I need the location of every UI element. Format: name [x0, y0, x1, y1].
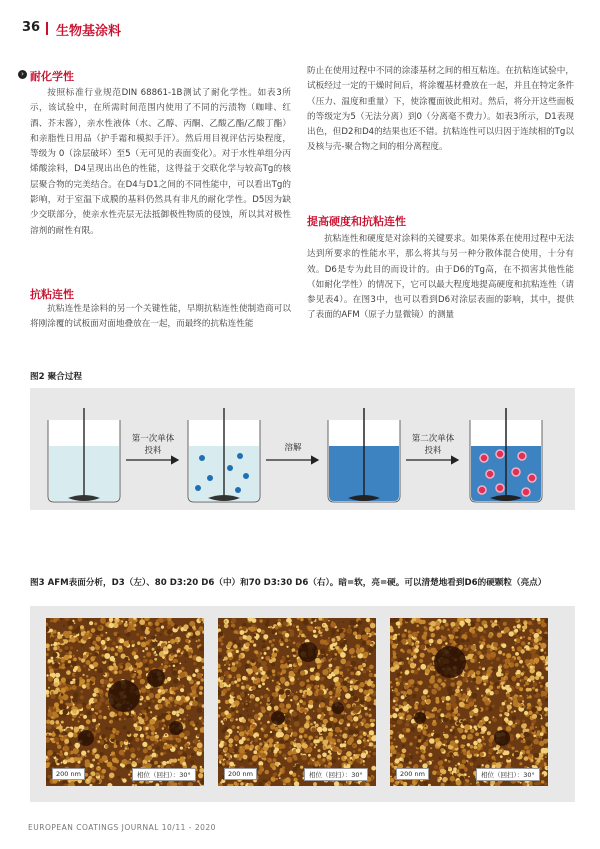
section-heading-blocking-resistance: 抗粘连性 — [30, 288, 74, 301]
afm-texture-left — [46, 618, 204, 786]
arrow-1-label — [122, 433, 184, 457]
scale-bar-right: 200 nm — [396, 768, 429, 780]
figure2-label: 图2 聚合过程 — [30, 372, 82, 382]
paragraph-chemical-resistance: 按照标准行业规范DIN 68861-1B测试了耐化学性。如表3所示，该试验中，在所需时间范围内使用了不同的污渍物（咖啡、红酒、芥末酱），亲水性液体（水、乙醇、丙酮、乙酸乙酯/乙酸丁酯）和亲脂性日用品（护手霜和模拟手汗）。然后用目视评估污染程度，等级为 0（涂层破坏）至5（无可见的表面变化）。对于水性单组分丙烯酸涂料，D4呈现出出色的性能，这得益于交联化学与较高Tg的核层聚合物的完美结合。在D4与D1之间的不同性能中，可以看出Tg的影响，对于室温下成膜的基料仍然具有非凡的耐化学性。D5因为缺少交联部分，使亲水性壳层无法抵御极性物质的侵蚀，所以其对极性溶剂的耐性有限。 — [30, 88, 291, 236]
phase-label-right: 相位（回扫）：30° — [476, 768, 540, 781]
header-divider — [46, 22, 48, 35]
arrow-2-label: 溶解 — [284, 443, 302, 453]
phase-label-left: 相位（回扫）：30° — [132, 768, 196, 781]
left-column-text — [30, 86, 291, 239]
section-heading-chemical-resistance: 耐化学性 — [30, 70, 74, 83]
scale-bar-left: 200 nm — [52, 768, 85, 780]
paragraph-blocking-continued: 防止在使用过程中不同的涂漆基材之间的相互粘连。在抗粘连试验中，试板经过一定的干燥时间后，将涂覆基材叠放在一起，并且在特定条件（压力、温度和重量）下，使涂覆面彼此相对。然后，将分开这些面板的等级定为5（无法分离）到0（分离毫不费力）。如表3所示，D1表现出色，但D2和D4的结果也还不错。抗粘连性可以归因于连续相的Tg以及核与壳-聚合物之间的相分离程度。 — [307, 66, 574, 153]
arrow-3-label-line2: 投料 — [424, 446, 442, 456]
page-number: 36 — [22, 20, 41, 35]
right-column-text — [307, 64, 574, 156]
beaker-3 — [328, 408, 400, 502]
beaker-1 — [48, 408, 120, 502]
figure2-panel — [30, 388, 575, 510]
arrow-1-label-line2: 投料 — [144, 446, 162, 456]
phase-label-middle: 相位（回扫）：30° — [304, 768, 368, 781]
scale-bar-middle: 200 nm — [224, 768, 257, 780]
running-title: 生物基涂料 — [56, 24, 122, 39]
beaker-4 — [470, 408, 542, 502]
arrow-3-label-line1: 第二次单体 — [411, 434, 455, 444]
left-column-text-2 — [30, 302, 291, 333]
paragraph-blocking-resistance: 抗粘连性是涂料的另一个关键性能，早期抗粘连性使制造商可以将刚涂覆的试板面对面地叠放在一起，而最终的抗粘连性能 — [30, 304, 291, 330]
right-column-text-2 — [307, 232, 574, 324]
arrow-1-label-line1: 第一次单体 — [131, 434, 175, 444]
journal-footer: EUROPEAN COATINGS JOURNAL 10/11 - 2020 — [28, 823, 216, 832]
beaker-2 — [188, 408, 260, 502]
afm-texture-right — [390, 618, 548, 786]
arrow-3-label — [402, 433, 464, 457]
section-heading-hardness: 提高硬度和抗粘连性 — [307, 215, 406, 228]
section-arrow-icon: › — [18, 70, 27, 79]
paragraph-hardness: 抗粘连性和硬度是对涂料的关键要求。如果体系在使用过程中无法达到所要求的性能水平，那么将其与另一种分散体混合使用，十分有效。D6是专为此目的而设计的。由于D6的Tg高，在不损害其他性能（如耐化学性）的情况下，它可以最大程度地提高硬度和抗粘连性（请参见表4）。在图3中，也可以看到D6对涂层表面的影响，其中，提供了表面的AFM（原子力显微镜）的测量 — [307, 234, 574, 321]
afm-image-right — [390, 618, 548, 786]
figure3-caption: 图3 AFM表面分析，D3（左）、80 D3:20 D6（中）和70 D3:30 D6（右）。暗=软，亮=硬。可以清楚地看到D6的硬颗粒（亮点） — [30, 578, 547, 588]
afm-image-middle — [218, 618, 376, 786]
afm-texture-middle — [218, 618, 376, 786]
afm-image-left — [46, 618, 204, 786]
